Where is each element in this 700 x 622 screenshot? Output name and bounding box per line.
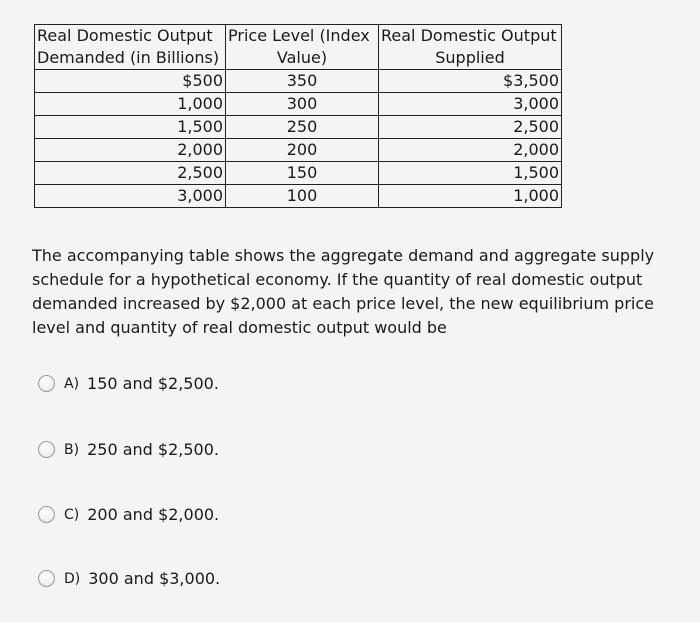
table-cell: 150	[226, 162, 379, 185]
table-cell: 1,000	[379, 185, 562, 208]
header-cell: Price Level (Index	[226, 25, 379, 48]
radio-button-icon[interactable]	[38, 570, 55, 587]
table-cell: 1,000	[35, 93, 226, 116]
table-cell: $3,500	[379, 70, 562, 93]
table-cell: 2,000	[379, 139, 562, 162]
table-cell: $500	[35, 70, 226, 93]
option-letter: C)	[64, 506, 80, 523]
table-cell: 1,500	[35, 116, 226, 139]
option-letter: D)	[64, 570, 81, 587]
table-row	[35, 139, 562, 162]
option-text: 200 and $2,000.	[87, 505, 220, 524]
header-cell: Value)	[226, 47, 379, 70]
radio-button-icon[interactable]	[38, 506, 55, 523]
option-letter: A)	[64, 375, 80, 392]
radio-button-icon[interactable]	[38, 375, 55, 392]
header-cell: Real Domestic Output	[379, 25, 562, 48]
option-letter: B)	[64, 441, 80, 458]
table-cell: 2,500	[379, 116, 562, 139]
option-text: 300 and $3,000.	[88, 569, 221, 588]
table-cell: 200	[226, 139, 379, 162]
table-row	[35, 185, 562, 208]
option-a[interactable]	[38, 374, 219, 393]
header-cell: Supplied	[379, 47, 562, 70]
option-d[interactable]	[38, 569, 220, 588]
table-cell: 2,500	[35, 162, 226, 185]
table-row	[35, 93, 562, 116]
table-cell: 3,000	[35, 185, 226, 208]
option-text: 150 and $2,500.	[87, 374, 219, 393]
table-cell: 3,000	[379, 93, 562, 116]
table-cell: 1,500	[379, 162, 562, 185]
header-cell: Real Domestic Output	[35, 25, 226, 48]
table-cell: 100	[226, 185, 379, 208]
table-header-row	[35, 47, 562, 70]
ad-as-schedule-table	[34, 24, 562, 208]
table-row	[35, 70, 562, 93]
option-text: 250 and $2,500.	[87, 440, 219, 459]
table-header-row	[35, 25, 562, 48]
radio-button-icon[interactable]	[38, 441, 55, 458]
table-row	[35, 162, 562, 185]
table-cell: 250	[226, 116, 379, 139]
table-cell: 2,000	[35, 139, 226, 162]
option-c[interactable]	[38, 505, 219, 524]
option-b[interactable]	[38, 440, 219, 459]
table-row	[35, 116, 562, 139]
table-cell: 300	[226, 93, 379, 116]
question-text: The accompanying table shows the aggregate demand and aggregate supply schedule for a hypothetical economy. If the quantity of real domestic output demanded increased by $2,000 at each price level, the new equilibrium price level and quantity of real domestic output would be	[32, 246, 655, 337]
table-cell: 350	[226, 70, 379, 93]
header-cell: Demanded (in Billions)	[35, 47, 226, 70]
